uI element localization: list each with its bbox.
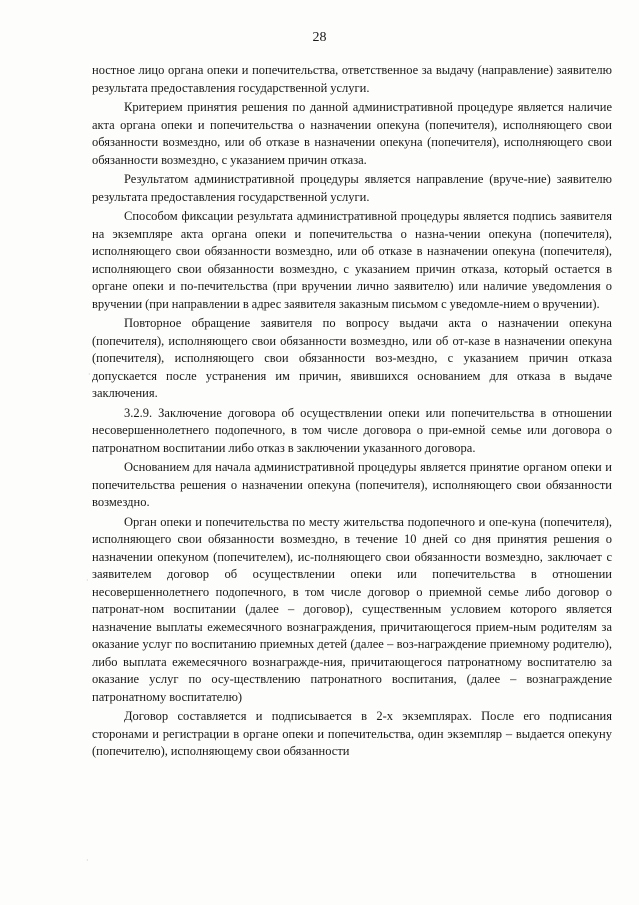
paragraph-2: Критерием принятия решения по данной административной процедуре является наличие акта органа опеки и попечительства о назначении опекуна (попечителя), исполняющего свои обязанности возмездно, или об отказе в назначении опекуна (попечителя), исполняющего свои обязанности возмездно, с указанием причин отказа.	[92, 100, 612, 167]
document-body	[92, 62, 612, 761]
paragraph-4: Способом фиксации результата административной процедуры является подпись заявителя на экземпляре акта органа опеки и попечительства о назна-чении опекуна (попечителя), исполняющего свои обязанности возмездно, или об отказе в назначении опекуна (попечителя), исполняющего свои обязанности возмездно, с указанием причин отказа, который остается в органе опеки и по-печительства (при вручении лично заявителю) или наличие уведомления о вручении (при направлении в адрес заявителя заказным письмом с уведомле-нием о вручении).	[92, 209, 612, 311]
paragraph-7: Основанием для начала административной процедуры является принятие органом опеки и попечительства решения о назначении опекуна (попечителя), исполняющего свои обязанности возмездно.	[92, 460, 612, 509]
paragraph-8: Орган опеки и попечительства по месту жительства подопечного и опе-куна (попечителя), исполняющего свои обязанности возмездно, в течение 10 дней со дня принятия решения о назначении опекуном (попечителем), ис-полняющего свои обязанности возмездно, заключает с заявителем договор об осуществлении опеки или попечительства в отношении несовершеннолетнего подопечного, в том числе договор о приемной семье либо договор о патронат-ном воспитании (далее – договор), существенным условием которого является назначение выплаты ежемесячного вознаграждения, причитающегося прием-ным родителям за оказание услуг по воспитанию приемных детей (далее – воз-награждение приемному родителю), либо выплата ежемесячного вознагражде-ния, причитающегося патронатному воспитателю за оказание услуг по осу-ществлению патронатного воспитания, (далее – вознаграждение патронатному воспитателю)	[92, 514, 612, 704]
scan-artifact: ·	[86, 576, 89, 585]
scan-artifact: ·	[88, 370, 91, 379]
paragraph-3: Результатом административной процедуры является направление (вруче-ние) заявителю результата предоставления государственной услуги.	[92, 172, 612, 204]
paragraph-5: Повторное обращение заявителя по вопросу выдачи акта о назначении опекуна (попечителя), исполняющего свои обязанности возмездно, или об от-казе в назначении опекуна (попечителя), исполняющего свои обязанности воз-мездно, с указанием причин отказа допускается после устранения им причин, явившихся основанием для отказа в выдаче заключения.	[92, 316, 612, 400]
scan-artifact: ·	[86, 856, 89, 865]
paragraph-6: 3.2.9. Заключение договора об осуществлении опеки или попечительства в отношении несовершеннолетнего подопечного, в том числе договора о при-емной семье или договора о патронатном воспитании либо отказ в заключении указанного договора.	[92, 405, 612, 455]
page-number: 28	[312, 30, 327, 45]
paragraph-9: Договор составляется и подписывается в 2-х экземплярах. После его подписания сторонами и регистрации в органе опеки и попечительства, один экземпляр – выдается опекуну (попечителю), исполняющему свои обязанности	[92, 709, 612, 758]
paragraph-1: ностное лицо органа опеки и попечительства, ответственное за выдачу (направление) заявителю результата предоставления государственной услуги.	[92, 63, 612, 95]
